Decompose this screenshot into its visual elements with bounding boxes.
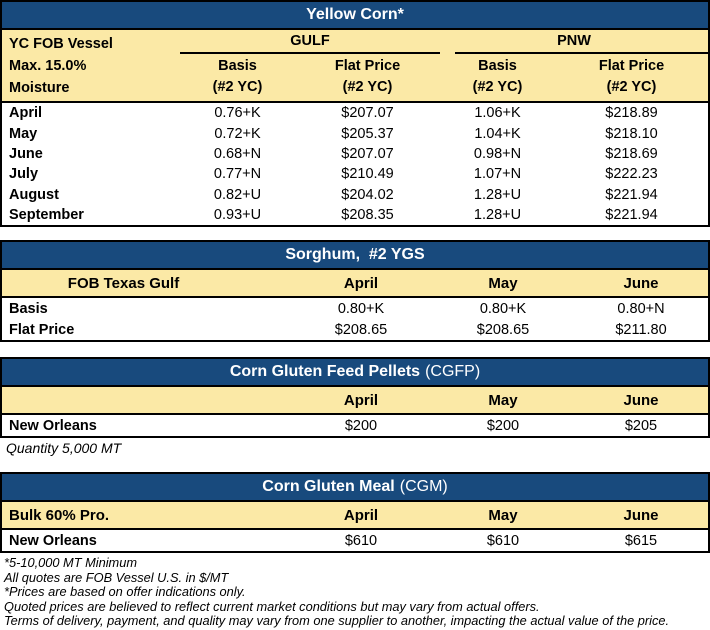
month-header-may: May — [488, 274, 518, 292]
pnw-flat-value: $221.94 — [605, 186, 658, 203]
yellow-corn-header — [2, 30, 708, 103]
gulf-basis-value: 0.82+U — [213, 186, 262, 203]
cgm-header-row — [2, 502, 708, 530]
sorghum-row-header: FOB Texas Gulf — [67, 274, 180, 292]
may-value: $200 — [486, 417, 520, 434]
cgfp-title: Corn Gluten Feed Pellets — [229, 363, 421, 381]
sub-header-pnw-flat — [555, 56, 708, 98]
footnote-line: *5-10,000 MT Minimum — [4, 555, 137, 571]
sub-header-line: (#2 YC) — [472, 79, 523, 95]
april-value: $610 — [344, 532, 378, 549]
pnw-flat-value: $218.69 — [605, 145, 658, 162]
gulf-basis-value: 0.93+U — [213, 207, 262, 224]
row-month: June — [9, 145, 43, 162]
pnw-flat-value: $221.94 — [605, 207, 658, 224]
gulf-flat-value: $207.07 — [341, 105, 394, 122]
sub-header-pnw-basis — [440, 56, 555, 98]
table-row — [2, 319, 708, 340]
group-header-pnw: PNW — [440, 30, 708, 54]
table-row — [2, 205, 708, 225]
cgm-title-abbrev: (CGM) — [399, 478, 448, 496]
month-header-june: June — [623, 274, 659, 292]
row-month: April — [9, 105, 43, 122]
group-header-row — [180, 30, 708, 54]
april-value: $208.65 — [334, 321, 388, 338]
sub-header-line: (#2 YC) — [342, 79, 393, 95]
row-label: Basis — [9, 300, 48, 317]
cgm-title-band — [2, 474, 708, 502]
sub-header-line: (#2 YC) — [212, 79, 263, 95]
gulf-basis-value: 0.76+K — [214, 105, 261, 122]
left-header-line: Max. 15.0% — [9, 58, 87, 74]
april-value: 0.80+K — [337, 300, 385, 317]
row-month: July — [9, 166, 39, 183]
pnw-basis-value: 1.28+U — [473, 186, 522, 203]
footnotes — [0, 556, 710, 629]
table-row — [2, 530, 708, 551]
pnw-basis-value: 1.04+K — [474, 125, 521, 142]
cgm-table — [0, 472, 710, 553]
cgfp-header-row — [2, 387, 708, 415]
month-header-june: June — [623, 391, 659, 409]
yellow-corn-column-headers — [180, 30, 708, 101]
footnote-line: Terms of delivery, payment, and quality may vary from one supplier to another, impacting the actual value of the price. — [4, 613, 670, 629]
gulf-flat-value: $207.07 — [341, 145, 394, 162]
pnw-basis-value: 1.28+U — [473, 207, 522, 224]
june-value: $211.80 — [615, 321, 667, 338]
cgfp-title-band — [2, 359, 708, 387]
cgfp-table — [0, 357, 710, 438]
may-value: $208.65 — [476, 321, 530, 338]
left-header-line: YC FOB Vessel — [9, 36, 113, 52]
row-month: May — [9, 125, 38, 142]
gulf-basis-value: 0.77+N — [213, 166, 262, 183]
yellow-corn-table — [0, 0, 710, 227]
row-label: New Orleans — [9, 417, 97, 434]
cgfp-quantity-note: Quantity 5,000 MT — [6, 440, 122, 457]
june-value: $615 — [624, 532, 658, 549]
pnw-basis-value: 1.07+N — [473, 166, 522, 183]
footnote-line: Quoted prices are believed to reflect current market conditions but may vary from actual offers. — [4, 598, 540, 614]
table-row — [2, 123, 708, 143]
april-value: $200 — [344, 417, 378, 434]
footnote-line: All quotes are FOB Vessel U.S. in $/MT — [4, 569, 229, 585]
gulf-flat-value: $205.37 — [341, 125, 394, 142]
table-row — [2, 144, 708, 164]
gulf-flat-value: $208.35 — [341, 207, 394, 224]
sorghum-header-row — [2, 270, 708, 298]
sub-header-line: (#2 YC) — [606, 79, 657, 95]
sorghum-table — [0, 240, 710, 342]
month-header-may: May — [488, 506, 518, 524]
sub-header-line: Flat Price — [334, 58, 401, 74]
month-header-april: April — [343, 391, 379, 409]
gulf-basis-value: 0.72+K — [214, 125, 261, 142]
gulf-flat-value: $210.49 — [341, 166, 394, 183]
pnw-flat-value: $222.23 — [605, 166, 658, 183]
cgm-title: Corn Gluten Meal — [262, 478, 395, 496]
yellow-corn-title-band — [2, 2, 708, 30]
sorghum-title-band — [2, 242, 708, 270]
pnw-basis-value: 1.06+K — [474, 105, 521, 122]
row-month: September — [9, 207, 84, 224]
sub-header-gulf-basis — [180, 56, 295, 98]
table-row — [2, 164, 708, 184]
table-row — [2, 298, 708, 319]
sorghum-title: Sorghum, #2 YGS — [285, 246, 425, 264]
cgfp-title-abbrev: (CGFP) — [425, 363, 481, 381]
gulf-basis-value: 0.68+N — [213, 145, 262, 162]
sub-header-row — [180, 54, 708, 98]
june-value: $205 — [624, 417, 658, 434]
yellow-corn-left-header — [2, 30, 180, 101]
left-header-line: Moisture — [9, 80, 70, 96]
footnote-line: *Prices are based on offer indications only. — [4, 584, 246, 600]
sub-header-line: Basis — [218, 58, 257, 74]
cgm-row-header: Bulk 60% Pro. — [9, 506, 110, 524]
row-label: Flat Price — [9, 321, 75, 338]
month-header-april: April — [343, 274, 379, 292]
pnw-flat-value: $218.10 — [605, 125, 658, 142]
group-header-gulf: GULF — [180, 30, 440, 54]
row-month: August — [9, 186, 59, 203]
month-header-april: April — [343, 506, 379, 524]
sub-header-line: Flat Price — [598, 58, 665, 74]
sub-header-gulf-flat — [295, 56, 440, 98]
pnw-flat-value: $218.89 — [605, 105, 658, 122]
pnw-basis-value: 0.98+N — [473, 145, 522, 162]
june-value: 0.80+N — [617, 300, 665, 317]
sub-header-line: Basis — [478, 58, 517, 74]
table-row — [2, 103, 708, 123]
may-value: $610 — [486, 532, 520, 549]
yellow-corn-body — [2, 103, 708, 225]
table-row — [2, 415, 708, 436]
yellow-corn-title: Yellow Corn* — [306, 6, 404, 23]
gulf-flat-value: $204.02 — [341, 186, 394, 203]
may-value: 0.80+K — [479, 300, 527, 317]
row-label: New Orleans — [9, 532, 97, 549]
month-header-june: June — [623, 506, 659, 524]
month-header-may: May — [488, 391, 518, 409]
table-row — [2, 185, 708, 205]
